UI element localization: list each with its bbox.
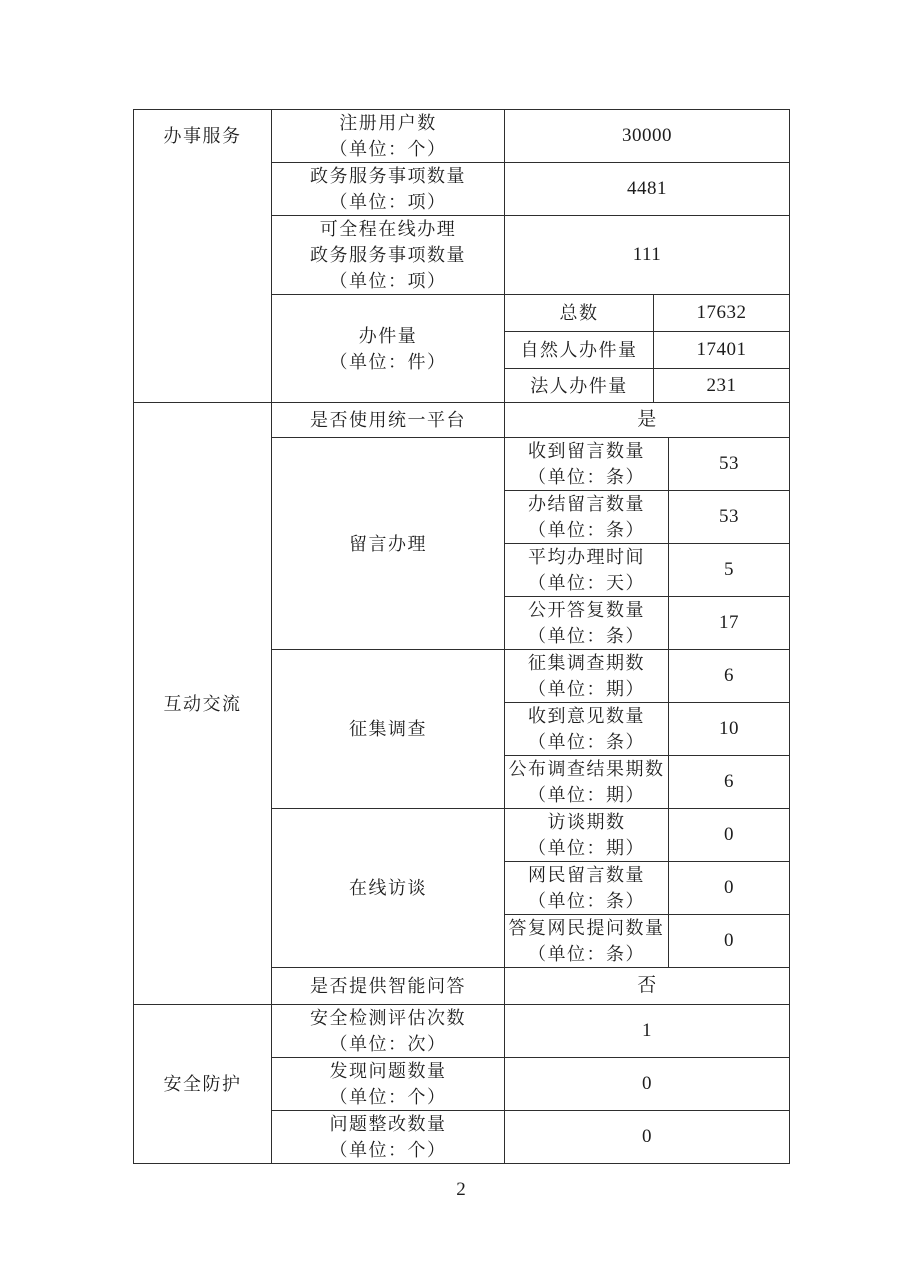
subitem-label: 征集调查期数 — [528, 653, 645, 673]
subitem-cell-messages-completed — [505, 491, 669, 544]
subitem-cell-case-legal-person: 法人办件量 — [505, 369, 654, 403]
subitem-unit: （单位：天） — [528, 573, 645, 593]
value-cell-interview-periods: 0 — [669, 809, 790, 862]
subitem-unit: （单位：条） — [528, 467, 645, 487]
item-unit: （单位：个） — [329, 1087, 447, 1107]
item-label: 发现问题数量 — [329, 1061, 447, 1081]
subitem-unit: （单位：条） — [528, 732, 645, 752]
item-unit: （单位：个） — [329, 139, 447, 159]
item-cell-security-assessments — [272, 1005, 505, 1058]
subitem-label: 访谈期数 — [547, 812, 626, 832]
group-label: 办件量 — [358, 325, 418, 346]
subitem-cell-avg-handling-time — [505, 544, 669, 597]
item-label: 安全检测评估次数 — [310, 1008, 466, 1028]
item-cell-unified-platform: 是否使用统一平台 — [272, 403, 505, 438]
value-cell-netizen-messages: 0 — [669, 862, 790, 915]
subitem-unit: （单位：条） — [528, 891, 645, 911]
value-cell-problems-rectified: 0 — [505, 1111, 790, 1164]
subitem-label: 公布调查结果期数 — [508, 759, 665, 779]
group-unit: （单位：件） — [329, 351, 447, 372]
subitem-cell-case-natural-person: 自然人办件量 — [505, 332, 654, 369]
group-cell-survey-collection: 征集调查 — [272, 650, 505, 809]
item-cell-smart-qa: 是否提供智能问答 — [272, 968, 505, 1005]
subitem-label: 网民留言数量 — [528, 865, 645, 885]
value-cell-online-full-process: 111 — [505, 216, 790, 295]
category-label-interaction: 互动交流 — [163, 693, 242, 714]
value-cell-unified-platform: 是 — [505, 403, 790, 438]
subitem-label: 收到留言数量 — [528, 441, 645, 461]
item-cell-online-full-process — [272, 216, 505, 295]
subitem-cell-opinions-received — [505, 703, 669, 756]
subitem-cell-interview-periods — [505, 809, 669, 862]
value-cell-public-replies: 17 — [669, 597, 790, 650]
category-label-services: 办事服务 — [163, 126, 242, 146]
item-unit: （单位：项） — [329, 192, 447, 212]
group-cell-case-volume — [272, 295, 505, 403]
subitem-cell-public-replies — [505, 597, 669, 650]
subitem-label: 办结留言数量 — [528, 494, 645, 514]
value-cell-case-total: 17632 — [654, 295, 790, 332]
item-unit: （单位：项） — [329, 271, 447, 291]
value-cell-survey-results-published: 6 — [669, 756, 790, 809]
item-cell-registered-users — [272, 110, 505, 163]
subitem-cell-netizen-replies — [505, 915, 669, 968]
subitem-label: 答复网民提问数量 — [508, 918, 665, 938]
subitem-cell-netizen-messages — [505, 862, 669, 915]
subitem-unit: （单位：期） — [528, 838, 645, 858]
item-label-line2: 政务服务事项数量 — [310, 245, 466, 265]
value-cell-case-legal-person: 231 — [654, 369, 790, 403]
subitem-label: 平均办理时间 — [528, 547, 645, 567]
value-cell-registered-users: 30000 — [505, 110, 790, 163]
item-unit: （单位：次） — [329, 1034, 447, 1054]
value-cell-messages-completed: 53 — [669, 491, 790, 544]
subitem-unit: （单位：条） — [528, 626, 645, 646]
subitem-cell-case-total: 总数 — [505, 295, 654, 332]
value-cell-avg-handling-time: 5 — [669, 544, 790, 597]
subitem-cell-survey-results-published — [505, 756, 669, 809]
category-cell-security — [134, 1005, 272, 1164]
subitem-cell-survey-periods — [505, 650, 669, 703]
item-cell-service-items — [272, 163, 505, 216]
subitem-unit: （单位：期） — [528, 785, 645, 805]
value-cell-problems-found: 0 — [505, 1058, 790, 1111]
page-number: 2 — [456, 1179, 466, 1200]
subitem-label: 收到意见数量 — [528, 706, 645, 726]
item-label: 注册用户数 — [339, 113, 437, 133]
value-cell-security-assessments: 1 — [505, 1005, 790, 1058]
subitem-cell-messages-received — [505, 438, 669, 491]
value-cell-netizen-replies: 0 — [669, 915, 790, 968]
category-label-security: 安全防护 — [163, 1074, 242, 1094]
item-label: 政务服务事项数量 — [310, 166, 466, 186]
group-cell-online-interview: 在线访谈 — [272, 809, 505, 968]
subitem-unit: （单位：条） — [528, 520, 645, 540]
value-cell-survey-periods: 6 — [669, 650, 790, 703]
subitem-unit: （单位：期） — [528, 679, 645, 699]
value-cell-case-natural-person: 17401 — [654, 332, 790, 369]
value-cell-messages-received: 53 — [669, 438, 790, 491]
group-cell-message-handling: 留言办理 — [272, 438, 505, 650]
report-table — [133, 109, 790, 1164]
item-cell-problems-found — [272, 1058, 505, 1111]
subitem-unit: （单位：条） — [528, 944, 645, 964]
value-cell-service-items: 4481 — [505, 163, 790, 216]
value-cell-smart-qa: 否 — [505, 968, 790, 1005]
item-cell-problems-rectified — [272, 1111, 505, 1164]
item-label-line1: 可全程在线办理 — [319, 219, 457, 239]
category-cell-interaction — [134, 403, 272, 1005]
category-cell-services — [134, 110, 272, 403]
item-label: 问题整改数量 — [329, 1114, 447, 1134]
value-cell-opinions-received: 10 — [669, 703, 790, 756]
item-unit: （单位：个） — [329, 1140, 447, 1160]
subitem-label: 公开答复数量 — [528, 600, 645, 620]
